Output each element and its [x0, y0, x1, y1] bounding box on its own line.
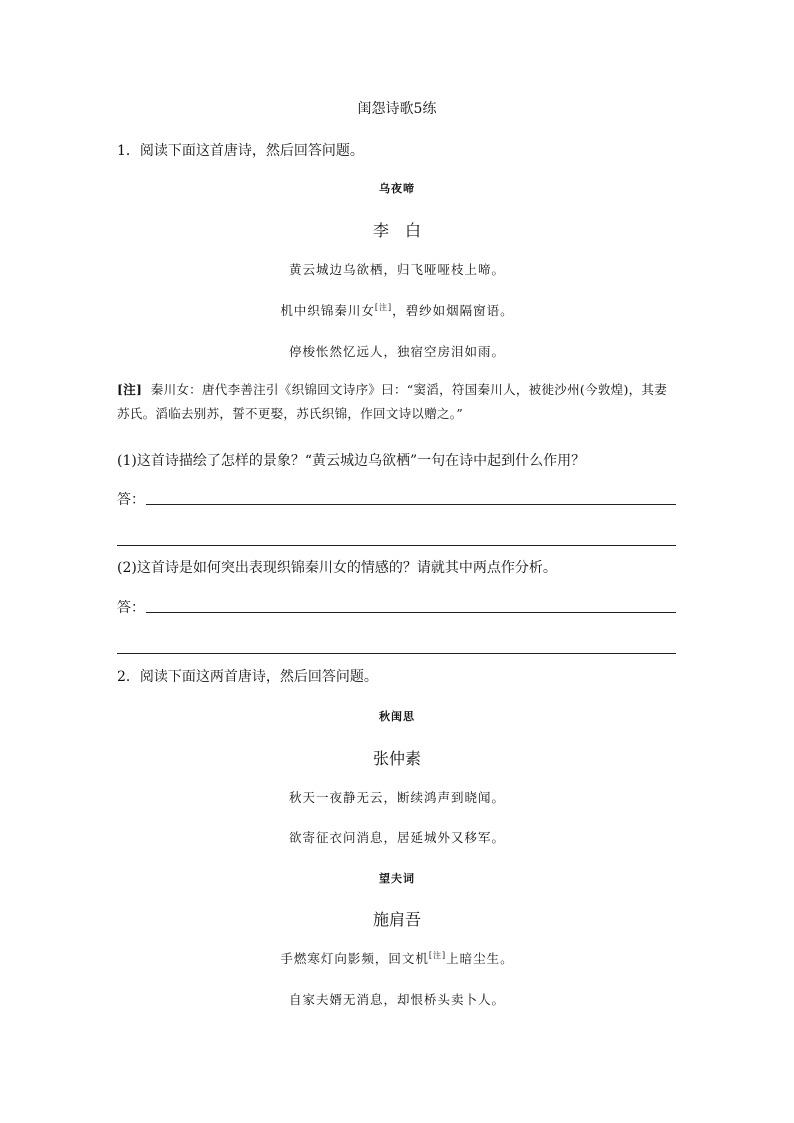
poem-line: 停梭怅然忆远人，独宿空房泪如雨。 [288, 344, 505, 359]
answer-line[interactable] [146, 504, 676, 505]
question-2-prompt: 2．阅读下面这两首唐诗，然后回答问题。 [117, 669, 378, 685]
poem-line: 秋天一夜静无云，断续鸿声到晓闻。 [288, 790, 505, 805]
answer-label: 答： [117, 492, 145, 508]
poem-line: 黄云城边乌欲栖，归飞哑哑枝上啼。 [288, 262, 505, 277]
poem-line: 自家夫婿无消息，却恨桥头卖卜人。 [288, 992, 505, 1007]
note-text: 秦川女：唐代李善注引《织锦回文诗序》曰：“窦滔，符国秦川人，被徙沙州(今敦煌)，其妻苏氏。滔临去别苏，誓不更娶，苏氏织锦，作回文诗以赠之。” [117, 382, 668, 421]
page-title: 闺怨诗歌5练 [357, 101, 437, 117]
answer-line[interactable] [117, 545, 676, 546]
poem-author-libai: 李 白 [372, 221, 421, 240]
note-marker: [注] [428, 950, 447, 960]
poem-author-zhangzhongsu: 张仲素 [372, 749, 421, 768]
question-1-prompt: 1．阅读下面这首唐诗，然后回答问题。 [117, 143, 364, 159]
poem-title-qiuguisi: 秋闺思 [379, 710, 415, 723]
answer-label: 答： [117, 600, 145, 616]
poem-line: 机中织锦秦川女[注]，碧纱如烟隔窗语。 [280, 302, 514, 318]
note-label: [注] [117, 382, 143, 397]
annotation-note [117, 378, 677, 426]
poem-author-shijianwu: 施肩吾 [372, 910, 421, 929]
sub-question-1: (1)这首诗描绘了怎样的景象？“黄云城边乌欲栖”一句在诗中起到什么作用？ [117, 453, 586, 469]
sub-question-2: (2)这首诗是如何突出表现织锦秦川女的情感的？请就其中两点作分析。 [117, 560, 557, 576]
answer-line[interactable] [146, 612, 676, 613]
poem-title-wangfuci: 望夫词 [379, 872, 415, 885]
poem-line: 欲寄征衣问消息，居延城外又移军。 [288, 830, 505, 845]
poem-line: 手燃寒灯向影频，回文机[注]上暗尘生。 [280, 950, 514, 966]
note-marker: [注] [374, 302, 393, 312]
poem-title-wuyeti: 乌夜啼 [379, 182, 415, 195]
answer-line[interactable] [117, 653, 676, 654]
